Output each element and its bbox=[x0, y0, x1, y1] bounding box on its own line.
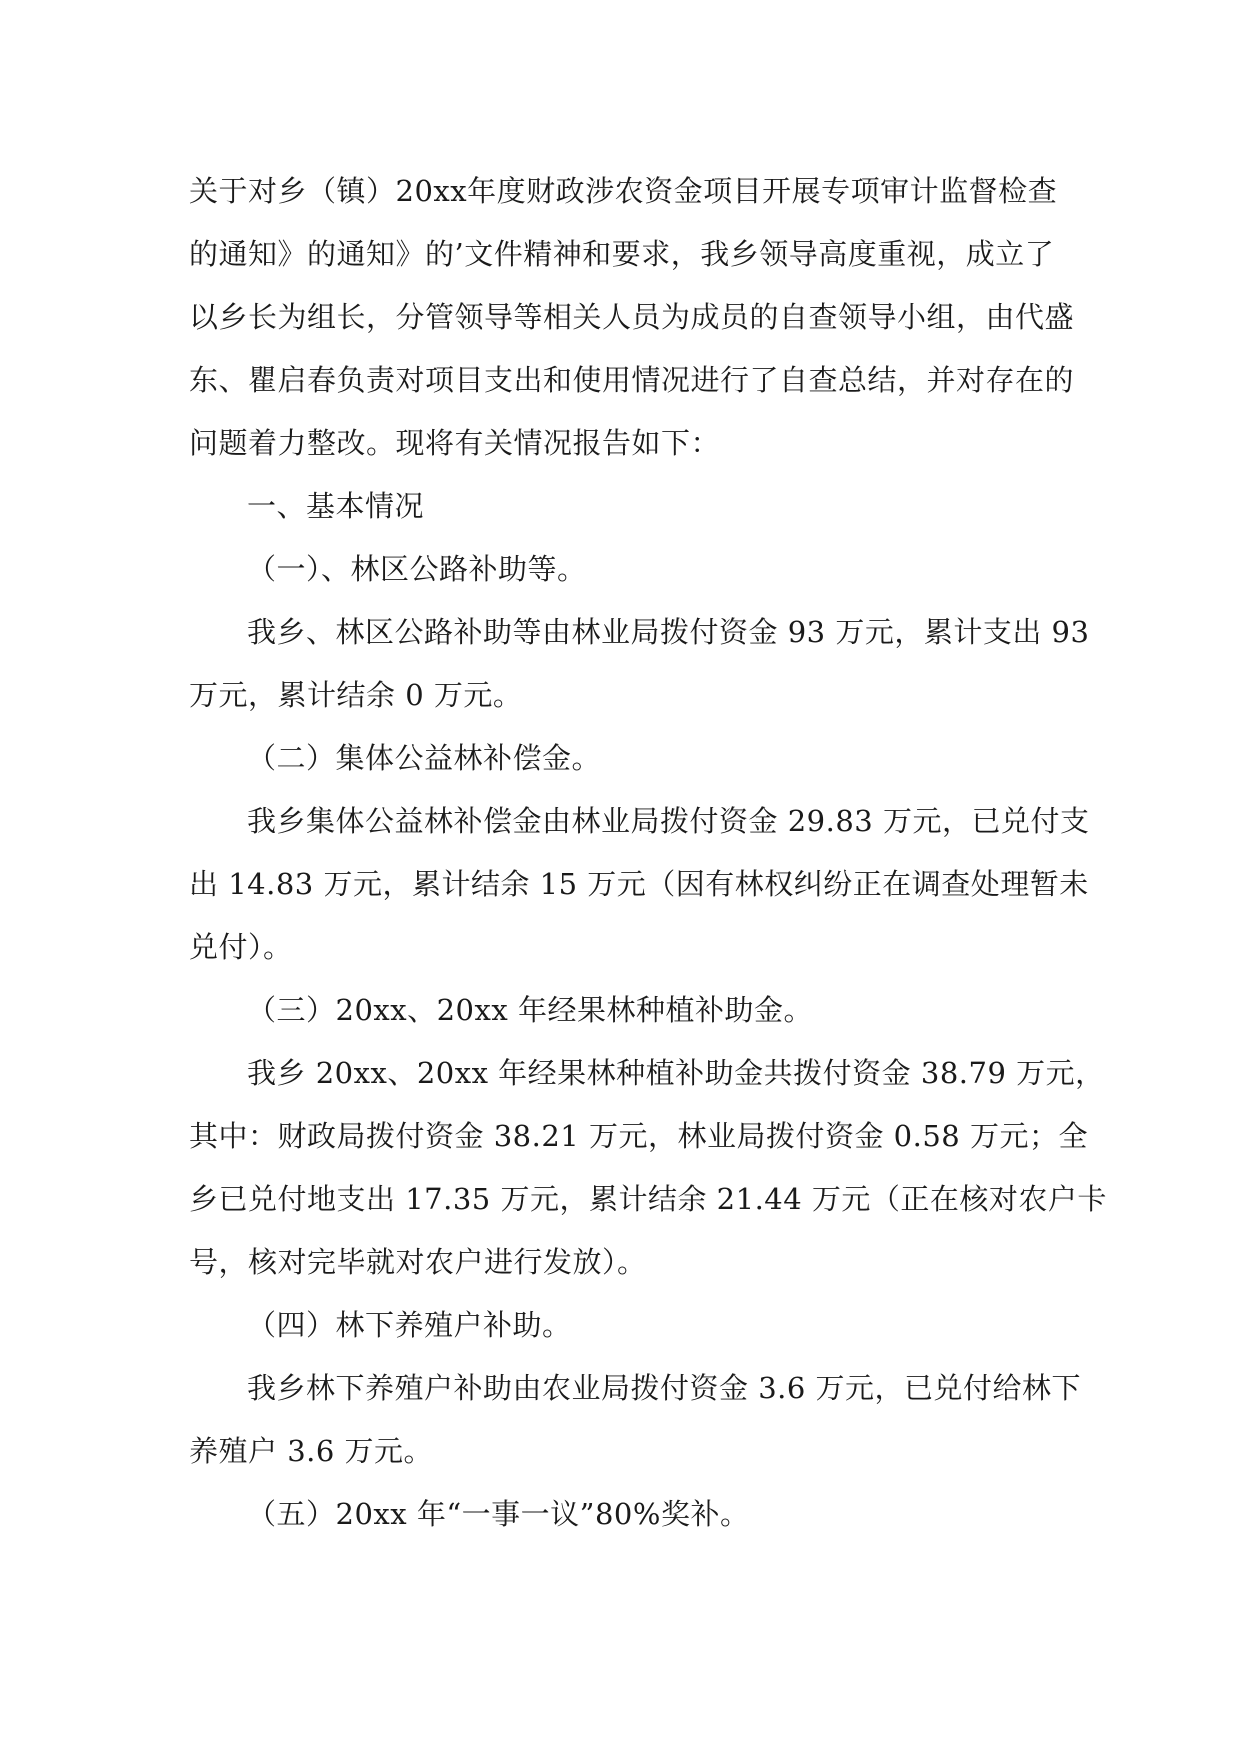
paragraph-line: 乡已兑付地支出 17.35 万元，累计结余 21.44 万元（正在核对农户卡 bbox=[189, 1182, 1107, 1216]
paragraph-line: 我乡、林区公路补助等由林业局拨付资金 93 万元，累计支出 93 bbox=[247, 615, 1090, 649]
paragraph-line: 以乡长为组长，分管领导等相关人员为成员的自查领导小组，由代盛 bbox=[189, 300, 1075, 334]
paragraph-line: 我乡林下养殖户补助由农业局拨付资金 3.6 万元，已兑付给林下 bbox=[247, 1371, 1082, 1405]
subsection-heading: （五）20xx 年“一事一议”80%奖补。 bbox=[247, 1497, 750, 1531]
section-heading: 一、基本情况 bbox=[247, 489, 425, 523]
paragraph-line: 其中：财政局拨付资金 38.21 万元，林业局拨付资金 0.58 万元；全 bbox=[189, 1119, 1088, 1153]
paragraph-line: 万元，累计结余 0 万元。 bbox=[189, 678, 523, 712]
paragraph-line: 关于对乡（镇）20xx年度财政涉农资金项目开展专项审计监督检查 bbox=[189, 174, 1058, 208]
paragraph-line: 兑付）。 bbox=[189, 930, 293, 964]
document-body bbox=[189, 160, 1107, 1546]
paragraph-line: 我乡集体公益林补偿金由林业局拨付资金 29.83 万元，已兑付支 bbox=[247, 804, 1090, 838]
paragraph-line: 养殖户 3.6 万元。 bbox=[189, 1434, 434, 1468]
subsection-heading: （一）、林区公路补助等。 bbox=[247, 552, 587, 586]
paragraph-line: 我乡 20xx、20xx 年经果林种植补助金共拨付资金 38.79 万元， bbox=[247, 1056, 1105, 1090]
subsection-heading: （二）集体公益林补偿金。 bbox=[247, 741, 602, 775]
paragraph-line: 号，核对完毕就对农户进行发放）。 bbox=[189, 1245, 647, 1279]
paragraph-line: 东、瞿启春负责对项目支出和使用情况进行了自查总结，并对存在的 bbox=[189, 363, 1075, 397]
paragraph-line: 问题着力整改。现将有关情况报告如下： bbox=[189, 426, 721, 460]
paragraph-line: 的通知》的通知》的’文件精神和要求，我乡领导高度重视，成立了 bbox=[189, 237, 1055, 271]
paragraph-line: 出 14.83 万元，累计结余 15 万元（因有林权纠纷正在调查处理暂未 bbox=[189, 867, 1089, 901]
subsection-heading: （四）林下养殖户补助。 bbox=[247, 1308, 572, 1342]
subsection-heading: （三）20xx、20xx 年经果林种植补助金。 bbox=[247, 993, 813, 1027]
